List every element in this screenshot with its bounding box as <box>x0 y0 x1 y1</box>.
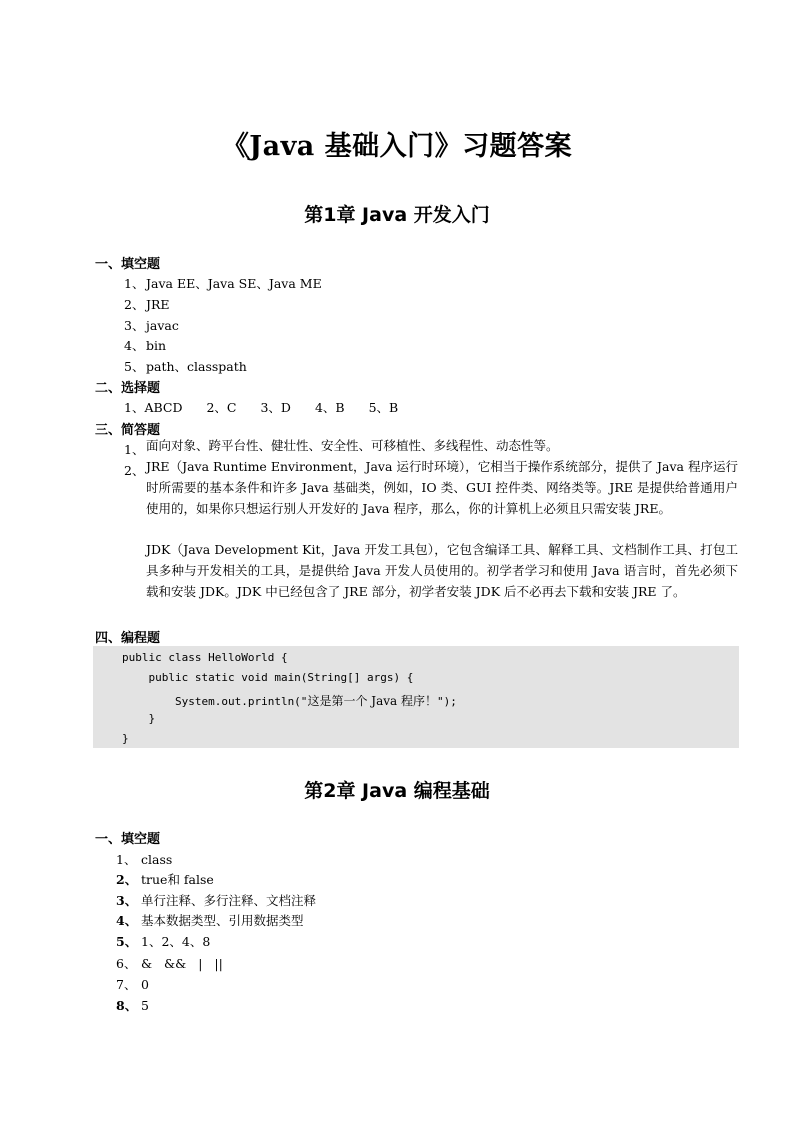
choice-section-heading: 二、选择题 <box>95 381 161 396</box>
ch2-fill-answer-2 <box>116 870 214 888</box>
code-line-2: public static void main(String[] args) { <box>122 671 414 684</box>
code-block <box>93 646 739 748</box>
item-number: 4、 <box>116 913 138 928</box>
item-text: 基本数据类型、引用数据类型 <box>141 913 304 928</box>
ch2-fill-answer-3 <box>116 891 316 909</box>
chapter-1-heading: 第1章 Java 开发入门 <box>304 204 490 226</box>
choice-answer-2: 2、C <box>206 400 237 415</box>
choice-answer-1: 1、ABCD <box>124 400 183 415</box>
code-line-5: } <box>122 732 129 745</box>
item-number: 2、 <box>116 872 138 887</box>
item-text: 1、2、4、8 <box>141 934 211 949</box>
code-line-1: public class HelloWorld { <box>122 651 288 664</box>
item-text: bin <box>146 338 167 353</box>
short-answer-1-number: 1、 <box>124 442 145 457</box>
item-text: class <box>141 852 173 867</box>
short-answer-2-jdk-text: JDK（Java Development Kit，Java 开发工具包），它包含编译工具、解释工具、文档制作工具、打包工具多种与开发相关的工具，是提供给 Java 开发人员使用的。初学者学习和使用 Java 语言时，首先必须下载和安装 JDK。JDK 中已经包含了 JRE 部分，初学者安装 JDK 后不必再去下载和安装 JRE 了。 <box>146 542 738 599</box>
item-text: 0 <box>141 977 149 992</box>
ch2-fill-answer-7 <box>116 975 149 993</box>
item-number: 4、 <box>124 338 145 353</box>
chapter-2-heading: 第2章 Java 编程基础 <box>304 780 490 802</box>
item-number: 1、 <box>124 276 145 291</box>
ch2-fill-answer-1 <box>116 850 172 868</box>
code-line-4: } <box>122 712 156 725</box>
item-number: 5、 <box>116 934 138 949</box>
short-answer-2-text: JRE（Java Runtime Environment，Java 运行时环境），它相当于操作系统部分，提供了 Java 程序运行时所需要的基本条件和许多 Java 基础类，例如，IO 类、GUI 控件类、网络类等。JRE 是提供给普通用户使用的，如果你只想运行别人开发好的 Java 程序，那么，你的计算机上必须且只需安装 JRE。 <box>146 459 738 516</box>
item-number: 6、 <box>116 956 137 971</box>
fill-answer-3 <box>124 316 179 334</box>
fill-in-section-heading: 一、填空题 <box>95 257 161 272</box>
choice-answer-5: 5、B <box>368 400 399 415</box>
short-answer-2-number: 2、 <box>124 463 145 478</box>
code-string-literal: 这是第一个 Java 程序！ <box>307 694 437 708</box>
item-number: 1、 <box>116 852 137 867</box>
ch2-fill-answer-5 <box>116 932 210 950</box>
item-text: 单行注释、多行注释、文档注释 <box>141 893 317 908</box>
ch2-fill-answer-8 <box>116 996 149 1014</box>
fill-answer-4 <box>124 336 166 354</box>
item-text: javac <box>146 318 179 333</box>
code-line-3-end: "); <box>436 695 457 708</box>
item-text: Java EE、Java SE、Java ME <box>146 276 322 291</box>
chapter-2-fill-in-section-heading: 一、填空题 <box>95 832 161 847</box>
short-answer-section-heading: 三、简答题 <box>95 423 161 438</box>
item-text: 5 <box>141 998 149 1013</box>
item-number: 5、 <box>124 359 145 374</box>
item-number: 3、 <box>124 318 145 333</box>
item-number: 3、 <box>116 893 138 908</box>
item-text: & && | || <box>141 956 223 971</box>
ch2-fill-answer-6 <box>116 954 223 972</box>
item-number: 8、 <box>116 998 138 1013</box>
item-text: JRE <box>146 297 170 312</box>
short-answer-1-text: 面向对象、跨平台性、健壮性、安全性、可移植性、多线程性、动态性等。 <box>146 438 559 453</box>
item-text: path、classpath <box>146 359 247 374</box>
programming-section-heading: 四、编程题 <box>95 631 161 646</box>
fill-answer-1 <box>124 274 322 292</box>
code-line-3-start: System.out.println(" <box>122 695 308 708</box>
code-line-3 <box>122 692 457 709</box>
fill-answer-5 <box>124 357 247 375</box>
item-text: true和 false <box>141 872 214 887</box>
ch2-fill-answer-4 <box>116 911 304 929</box>
choice-answer-3: 3、D <box>260 400 291 415</box>
choice-answers <box>124 398 418 416</box>
choice-answer-4: 4、B <box>314 400 345 415</box>
fill-answer-2 <box>124 295 170 313</box>
document-title: 《Java 基础入门》习题答案 <box>221 131 573 162</box>
item-number: 7、 <box>116 977 137 992</box>
item-number: 2、 <box>124 297 145 312</box>
